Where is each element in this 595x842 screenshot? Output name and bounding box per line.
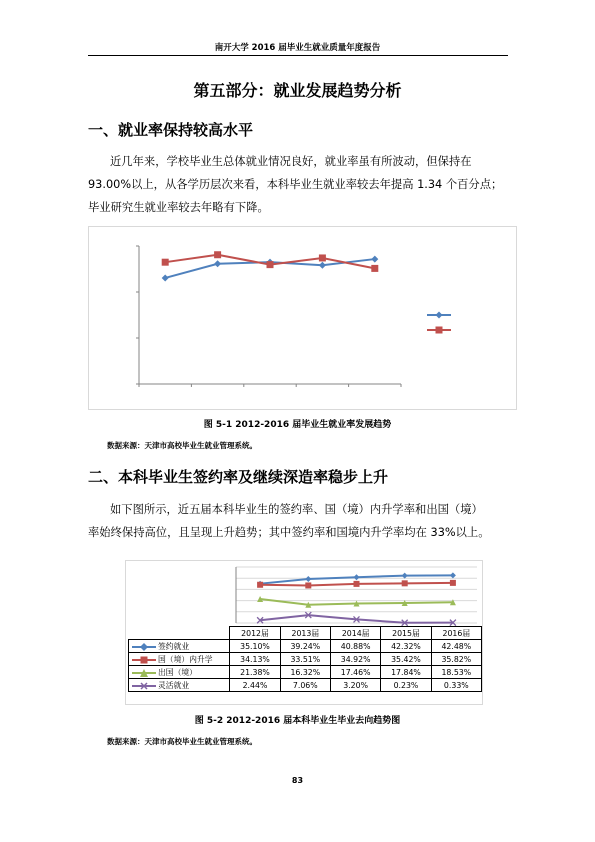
paragraph-1-line: 93.00%以上，从各学历层次来看，本科毕业生就业率较去年提高 1.34 个百分点； xyxy=(88,178,503,191)
data-point xyxy=(257,582,263,588)
series-label xyxy=(129,679,230,692)
data-point xyxy=(354,574,360,580)
table-cell: 21.38% xyxy=(230,666,280,679)
figure-5-2-source: 数据来源：天津市高校毕业生就业管理系统。 xyxy=(107,737,257,746)
data-point xyxy=(450,572,456,578)
table-cell: 3.20% xyxy=(330,679,380,692)
table-cell: 7.06% xyxy=(280,679,330,692)
series-name: 灵活就业 xyxy=(158,680,190,690)
table-header-cell: 2013届 xyxy=(280,627,330,640)
series-name: 出国（境） xyxy=(158,667,197,677)
table-header-cell: 2016届 xyxy=(431,627,481,640)
x-marker-icon xyxy=(132,682,156,690)
paragraph-1-line: 毕业研究生就业率较去年略有下降。 xyxy=(88,201,269,214)
table-cell: 0.33% xyxy=(431,679,481,692)
figure-5-2-caption: 图 5-2 2012-2016 届本科毕业生毕业去向趋势图 xyxy=(194,716,401,726)
diamond-marker-icon xyxy=(132,643,156,651)
table-row xyxy=(129,640,482,653)
paragraph-2-line: 率始终保持高位，且呈现上升趋势；其中签约率和国境内升学率均在 33%以上。 xyxy=(88,526,490,539)
table-cell: 16.32% xyxy=(280,666,330,679)
table-cell: 33.51% xyxy=(280,653,330,666)
series-label xyxy=(129,653,230,666)
table-cell: 34.92% xyxy=(330,653,380,666)
table-cell: 17.84% xyxy=(381,666,431,679)
series-name: 国（境）内升学 xyxy=(158,654,213,664)
heading-employment-rate: 一、就业率保持较高水平 xyxy=(88,121,254,139)
table-cell: 40.88% xyxy=(330,640,380,653)
figure-5-1-chart xyxy=(89,227,516,409)
table-cell: 34.13% xyxy=(230,653,280,666)
square-marker-icon xyxy=(132,656,156,664)
table-row xyxy=(129,666,482,679)
legend-marker xyxy=(436,312,443,319)
series-label xyxy=(129,640,230,653)
table-cell: 0.23% xyxy=(381,679,431,692)
table-cell: 2.44% xyxy=(230,679,280,692)
figure-5-1-frame xyxy=(88,226,517,410)
data-point xyxy=(354,581,360,587)
table-cell: 39.24% xyxy=(280,640,330,653)
table-cell: 35.10% xyxy=(230,640,280,653)
paragraph-1-line: 近几年来，学校毕业生总体就业情况良好，就业率虽有所波动，但保持在 xyxy=(110,155,472,168)
section-title: 第五部分：就业发展趋势分析 xyxy=(193,81,402,100)
data-point xyxy=(162,274,169,281)
table-header-cell: 2015届 xyxy=(381,627,431,640)
table-header-cell: 2014届 xyxy=(330,627,380,640)
series-name: 签约就业 xyxy=(158,641,190,651)
data-point xyxy=(371,265,378,272)
figure-5-1-caption: 图 5-1 2012-2016 届毕业生就业率发展趋势 xyxy=(203,420,392,430)
paragraph-1 xyxy=(88,150,508,219)
figure-5-2-frame xyxy=(125,560,483,705)
header-rule xyxy=(88,55,508,56)
table-cell: 42.32% xyxy=(381,640,431,653)
data-point xyxy=(267,261,274,268)
legend-marker xyxy=(436,327,443,334)
page-number: 83 xyxy=(291,776,304,785)
table-cell: 35.82% xyxy=(431,653,481,666)
data-point xyxy=(319,262,326,269)
running-header: 南开大学 2016 届毕业生就业质量年度报告 xyxy=(214,43,381,53)
paragraph-2-line: 如下图所示，近五届本科毕业生的签约率、国（境）内升学率和出国（境） xyxy=(110,503,483,516)
data-point xyxy=(162,259,169,266)
data-point xyxy=(450,580,456,586)
data-point xyxy=(214,260,221,267)
table-row xyxy=(129,653,482,666)
table-cell: 18.53% xyxy=(431,666,481,679)
paragraph-2 xyxy=(88,498,508,544)
figure-5-2-data-table xyxy=(128,626,482,692)
table-row xyxy=(129,679,482,692)
data-point xyxy=(319,254,326,261)
heading-signing-rate: 二、本科毕业生签约率及继续深造率稳步上升 xyxy=(88,468,389,486)
data-point xyxy=(214,251,221,258)
data-point xyxy=(305,576,311,582)
table-cell: 17.46% xyxy=(330,666,380,679)
figure-5-2-chart xyxy=(126,561,482,627)
table-cell: 42.48% xyxy=(431,640,481,653)
table-cell: 35.42% xyxy=(381,653,431,666)
figure-5-1-source: 数据来源：天津市高校毕业生就业管理系统。 xyxy=(107,441,257,450)
series-label xyxy=(129,666,230,679)
data-point xyxy=(402,580,408,586)
data-point xyxy=(371,256,378,263)
triangle-marker-icon xyxy=(132,669,156,677)
data-point xyxy=(305,582,311,588)
table-header-row xyxy=(129,627,482,640)
table-header-cell: 2012届 xyxy=(230,627,280,640)
